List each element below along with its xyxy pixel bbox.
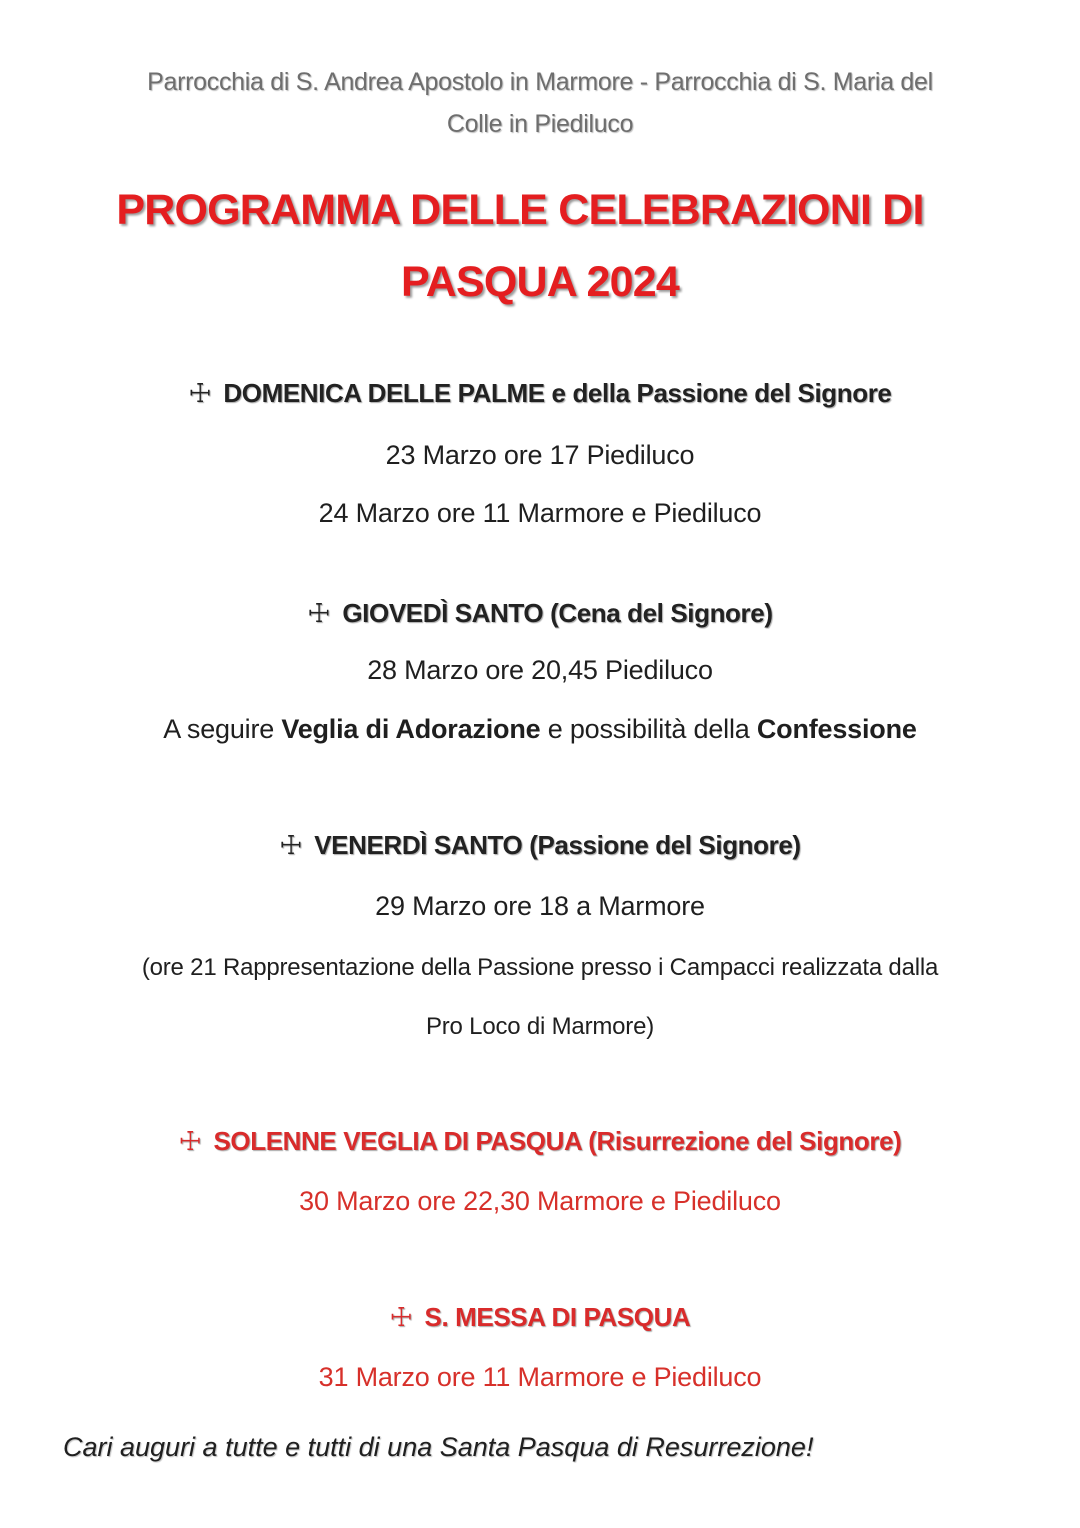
giovedi-followup-adoration: Veglia di Adorazione xyxy=(281,714,541,744)
palme-date-1: 23 Marzo ore 17 Piediluco xyxy=(385,440,695,470)
program-title-line-1: PROGRAMMA DELLE CELEBRAZIONI DI xyxy=(116,186,924,234)
giovedi-followup xyxy=(0,714,1080,745)
palme-date-2: 24 Marzo ore 11 Marmore e Piediluco xyxy=(318,498,762,528)
section-heading-giovedi xyxy=(0,598,1080,629)
parish-header-line-1: Parrocchia di S. Andrea Apostolo in Marmore - Parrocchia di S. Maria del xyxy=(147,68,933,96)
closing-greeting: Cari auguri a tutte e tutti di una Santa Pasqua di Resurrezione! xyxy=(63,1432,814,1462)
cross-icon: ☩ xyxy=(178,1126,202,1156)
section-heading-messa xyxy=(0,1302,1080,1333)
giovedi-followup-middle: e possibilità della xyxy=(540,714,757,744)
program-title-line-2: PASQUA 2024 xyxy=(401,258,679,306)
veglia-date: 30 Marzo ore 22,30 Marmore e Piediluco xyxy=(299,1186,781,1216)
messa-date: 31 Marzo ore 11 Marmore e Piediluco xyxy=(318,1362,762,1392)
section-heading-venerdi xyxy=(0,830,1080,861)
section-heading-messa-text: S. MESSA DI PASQUA xyxy=(424,1302,691,1332)
giovedi-followup-confession: Confessione xyxy=(756,714,917,744)
section-heading-palme-text: DOMENICA DELLE PALME e della Passione del Signore xyxy=(223,378,892,408)
section-heading-veglia-text: SOLENNE VEGLIA DI PASQUA (Risurrezione del Signore) xyxy=(213,1126,902,1156)
giovedi-followup-prefix: A seguire xyxy=(163,714,282,744)
cross-icon: ☩ xyxy=(188,378,212,408)
parish-header-line-2: Colle in Piediluco xyxy=(446,110,634,138)
venerdi-note-line-1: (ore 21 Rappresentazione della Passione presso i Campacci realizzata dalla xyxy=(141,954,939,981)
venerdi-date: 29 Marzo ore 18 a Marmore xyxy=(375,891,705,921)
cross-icon: ☩ xyxy=(307,598,331,628)
cross-icon: ☩ xyxy=(389,1302,413,1332)
section-heading-giovedi-text: GIOVEDÌ SANTO (Cena del Signore) xyxy=(342,598,773,628)
giovedi-date: 28 Marzo ore 20,45 Piediluco xyxy=(367,655,713,685)
section-heading-palme xyxy=(0,378,1080,409)
section-heading-venerdi-text: VENERDÌ SANTO (Passione del Signore) xyxy=(314,830,801,860)
cross-icon: ☩ xyxy=(279,830,303,860)
section-heading-veglia xyxy=(0,1126,1080,1157)
venerdi-note-line-2: Pro Loco di Marmore) xyxy=(425,1013,655,1040)
